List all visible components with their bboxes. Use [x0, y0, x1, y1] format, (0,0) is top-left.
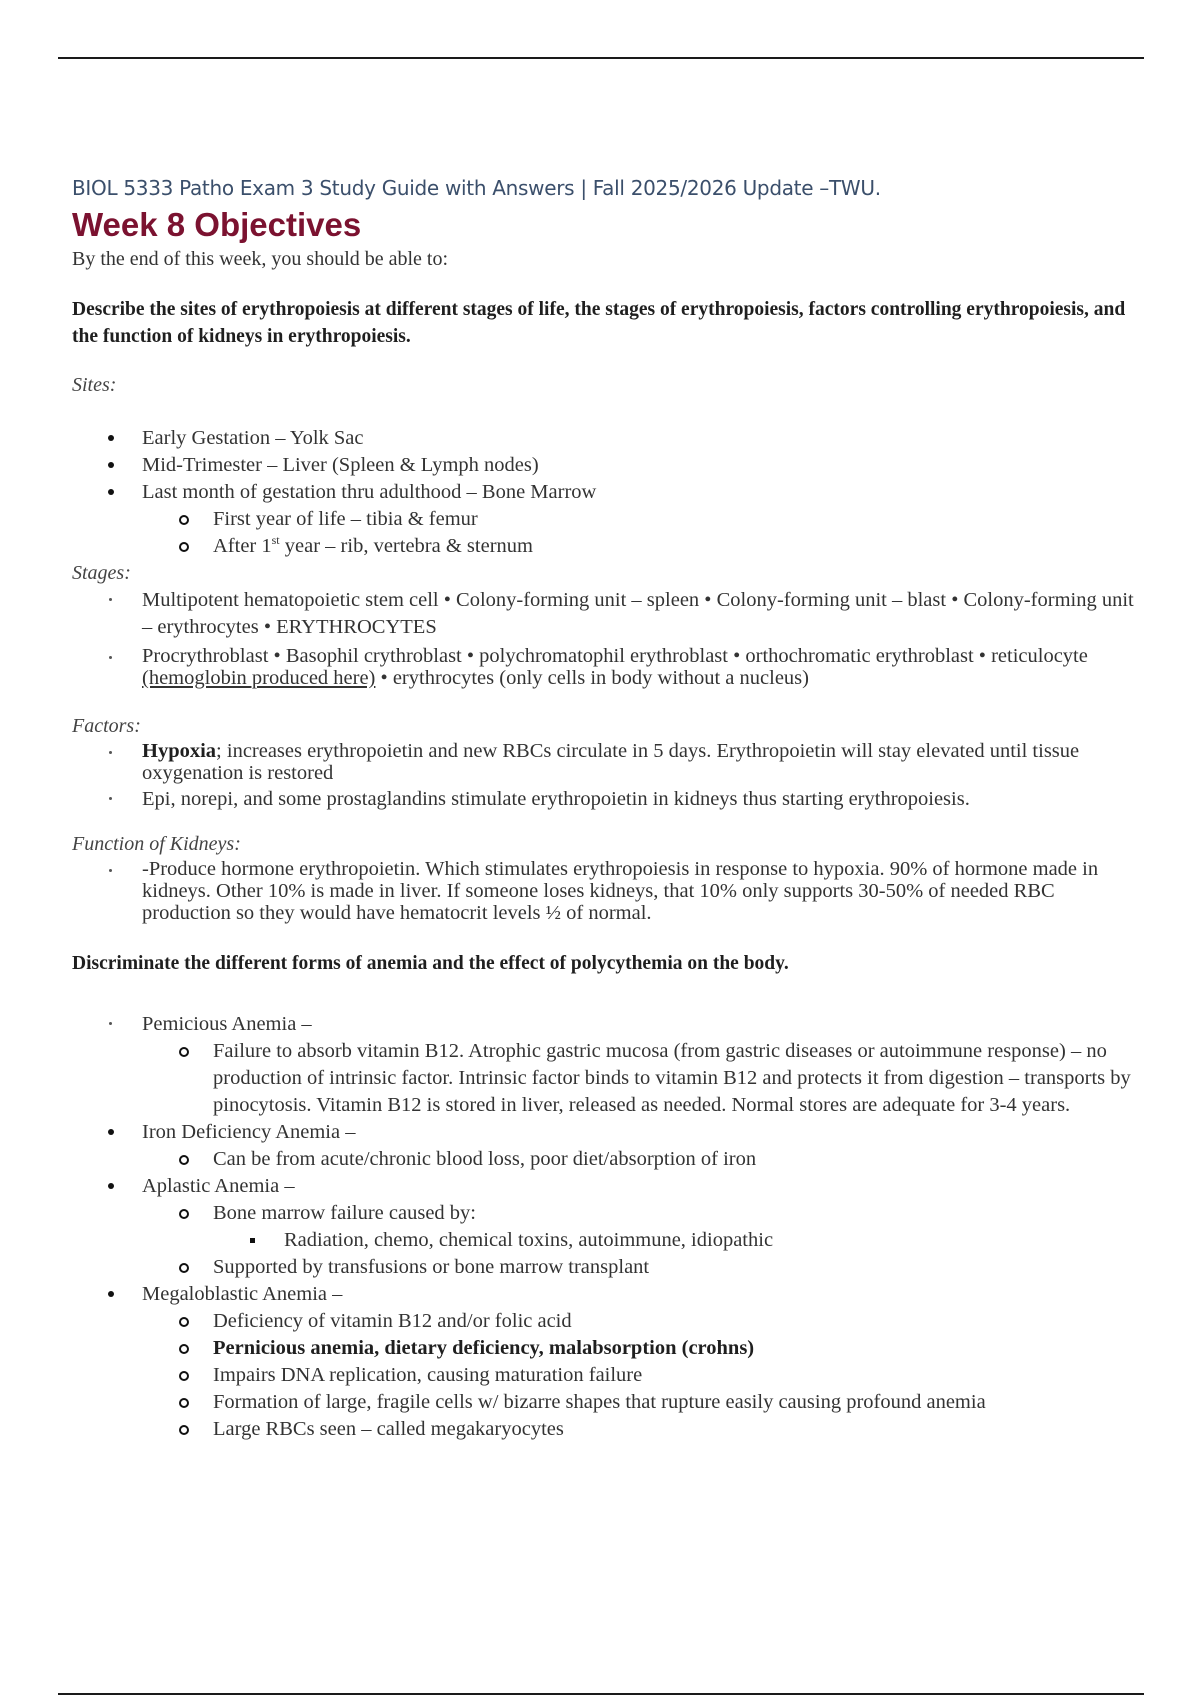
list-item: Bone marrow failure caused by:: [213, 1202, 476, 1224]
list-item: -Produce hormone erythropoietin. Which stimulates erythropoiesis in response to hypoxia. 90% of hormone made in kidneys. Other 10% is made in liver. If someone loses kidneys, that 10% only supports 30-50% of needed RBC production so they would have hematocrit levels ½ of normal.: [142, 858, 1099, 924]
factors-label: Factors:: [72, 715, 141, 737]
list-item: Large RBCs seen – called megakaryocytes: [213, 1418, 564, 1440]
list-item: Pernicious anemia, dietary deficiency, malabsorption (crohns): [213, 1337, 755, 1359]
list-item: Formation of large, fragile cells w/ bizarre shapes that rupture easily causing profound anemia: [213, 1391, 986, 1413]
list-item: Iron Deficiency Anemia –: [142, 1121, 356, 1143]
stages-list: [72, 587, 1142, 689]
list-item: Megaloblastic Anemia –: [142, 1283, 343, 1305]
objective-erythropoiesis: Describe the sites of erythropoiesis at different stages of life, the stages of erythropoiesis, factors controlling erythropoiesis, and the function of kidneys in erythropoiesis.: [72, 299, 1126, 347]
list-item: Can be from acute/chronic blood loss, poor diet/absorption of iron: [213, 1148, 757, 1170]
list-item: Multipotent hematopoietic stem cell • Colony-forming unit – spleen • Colony-forming unit – blast • Colony-forming unit – erythrocytes • ERYTHROCYTES: [142, 589, 1134, 638]
week-title: Week 8 Objectives: [72, 206, 362, 243]
list-item: Epi, norepi, and some prostaglandins stimulate erythropoietin in kidneys thus starting erythropoiesis.: [142, 788, 970, 810]
list-item: Early Gestation – Yolk Sac: [142, 427, 364, 449]
sites-label: Sites:: [72, 374, 117, 396]
list-item: Hypoxia; increases erythropoietin and new RBCs circulate in 5 days. Erythropoietin will stay elevated until tissue oxygenation is restored: [142, 740, 1080, 784]
list-item: Radiation, chemo, chemical toxins, autoimmune, idiopathic: [284, 1229, 774, 1251]
factors-list: [72, 740, 1142, 813]
list-item: Last month of gestation thru adulthood – Bone Marrow: [142, 481, 597, 503]
document-header: BIOL 5333 Patho Exam 3 Study Guide with Answers | Fall 2025/2026 Update –TWU.: [72, 176, 881, 200]
top-rule: [58, 57, 1144, 59]
list-item: Deficiency of vitamin B12 and/or folic acid: [213, 1310, 572, 1332]
stages-label: Stages:: [72, 562, 131, 584]
sites-list: [72, 425, 1142, 560]
anemia-list: [72, 1011, 1142, 1443]
list-item: Supported by transfusions or bone marrow transplant: [213, 1256, 650, 1278]
kidneys-list: [72, 858, 1142, 924]
objective-anemia: Discriminate the different forms of anemia and the effect of polycythemia on the body.: [72, 953, 789, 974]
list-item: Failure to absorb vitamin B12. Atrophic gastric mucosa (from gastric diseases or autoimmune response) – no production of intrinsic factor. Intrinsic factor binds to vitamin B12 and protects it from digestion – transports by pinocytosis. Vitamin B12 is stored in liver, released as needed. Normal stores are adequate for 3-4 years.: [213, 1040, 1131, 1116]
list-item: First year of life – tibia & femur: [213, 508, 478, 530]
list-item: After 1st year – rib, vertebra & sternum: [213, 533, 533, 557]
bottom-rule: [58, 1693, 1144, 1695]
kidneys-label: Function of Kidneys:: [72, 833, 241, 855]
intro-text: By the end of this week, you should be able to:: [72, 248, 449, 270]
list-item: Impairs DNA replication, causing maturation failure: [213, 1364, 643, 1386]
list-item: Procrythroblast • Basophil crythroblast • polychromatophil erythroblast • orthochromatic erythroblast • reticulocyte (hemoglobin produced here) • erythrocytes (only cells in body without a nucleus): [142, 645, 1088, 689]
list-item: Aplastic Anemia –: [142, 1175, 295, 1197]
list-item: Mid-Trimester – Liver (Spleen & Lymph nodes): [142, 454, 539, 476]
document-page: [72, 172, 1142, 1443]
list-item: Pemicious Anemia –: [142, 1013, 312, 1035]
